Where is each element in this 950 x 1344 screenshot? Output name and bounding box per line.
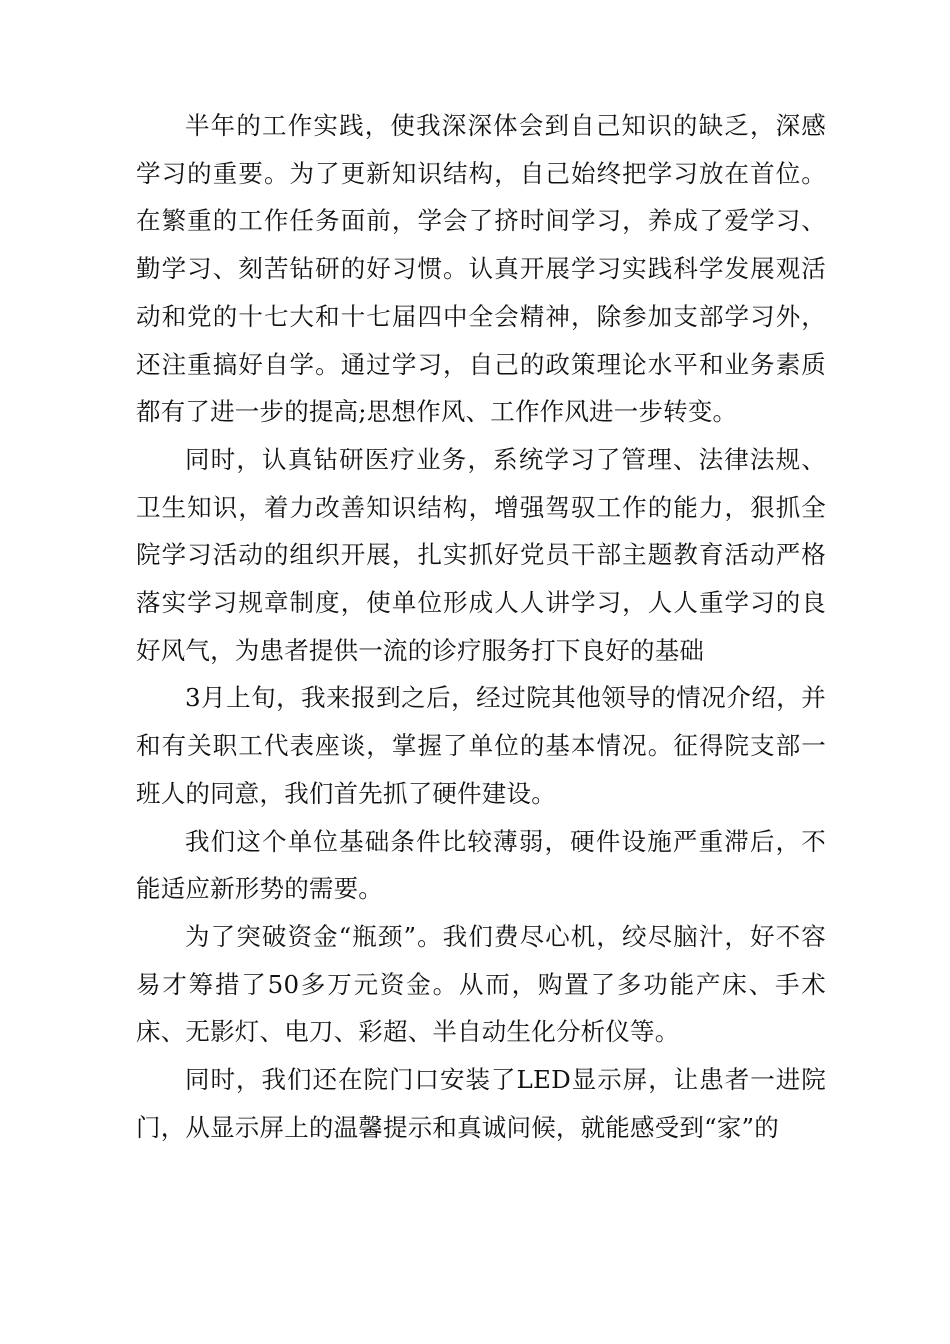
paragraph-funding: 为了突破资金“瓶颈”。我们费尽心机，绞尽脑汁，好不容易才筹措了50多万元资金。从而，购置了多功能产床、手术床、无影灯、电刀、彩超、半自动生化分析仪等。	[136, 921, 826, 1047]
paragraph-study-practice: 半年的工作实践，使我深深体会到自己知识的缺乏，深感学习的重要。为了更新知识结构，自己始终把学习放在首位。在繁重的工作任务面前，学会了挤时间学习，养成了爱学习、勤学习、刻苦钻研的好习惯。认真开展学习实践科学发展观活动和党的十七大和十七届四中全会精神，除参加支部学习外，还注重搞好自学。通过学习，自己的政策理论水平和业务素质都有了进一步的提高;思想作风、工作作风进一步转变。	[136, 111, 826, 427]
paragraph-march-arrival: 3月上旬，我来报到之后，经过院其他领导的情况介绍，并和有关职工代表座谈，掌握了单位的基本情况。征得院支部一班人的同意，我们首先抓了硬件建设。	[136, 683, 826, 808]
paragraph-weak-foundation: 我们这个单位基础条件比较薄弱，硬件设施严重滞后，不能适应新形势的需要。	[136, 826, 826, 904]
document-body	[136, 102, 826, 1151]
paragraph-medical-study: 同时，认真钻研医疗业务，系统学习了管理、法律法规、卫生知识，着力改善知识结构，增强驾驭工作的能力，狠抓全院学习活动的组织开展，扎实抓好党员干部主题教育活动严格落实学习规章制度，使单位形成人人讲学习，人人重学习的良好风气，为患者提供一流的诊疗服务打下良好的基础	[136, 444, 826, 665]
paragraph-led-display: 同时，我们还在院门口安装了LED显示屏，让患者一进院门，从显示屏上的温馨提示和真诚问候，就能感受到“家”的	[136, 1065, 826, 1142]
